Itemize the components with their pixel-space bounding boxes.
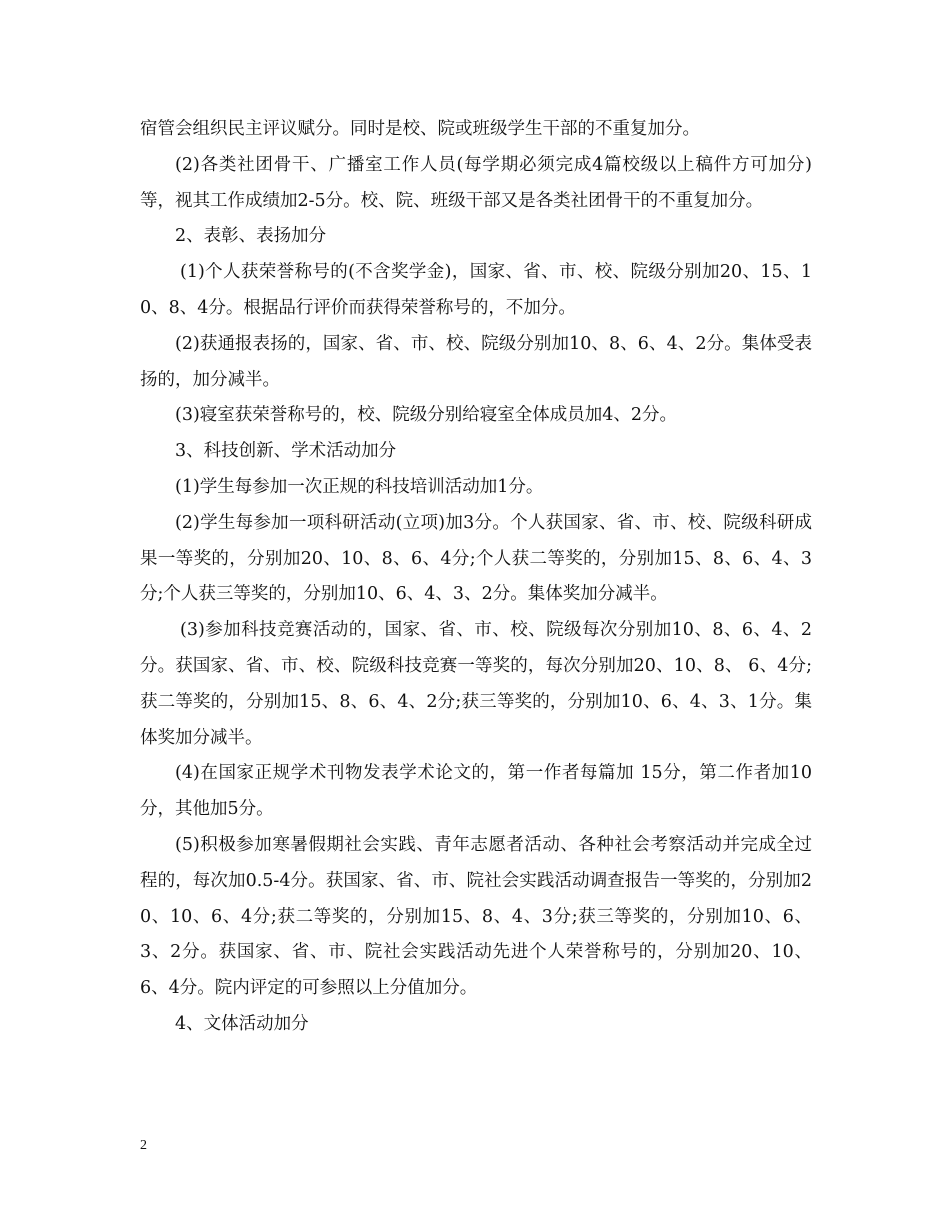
paragraph: (5)积极参加寒暑假期社会实践、青年志愿者活动、各种社会考察活动并完成全过程的，每次加0.5-4分。获国家、省、市、院社会实践活动调查报告一等奖的，分别加20、10、6、4分;获二等奖的，分别加15、8、4、3分;获三等奖的，分别加10、6、3、2分。获国家、省、市、院社会实践活动先进个人荣誉称号的，分别加20、10、6、4分。院内评定的可参照以上分值加分。 (140, 834, 812, 999)
paragraph: (2)获通报表扬的，国家、省、市、校、院级分别加10、8、6、4、2分。集体受表扬的，加分减半。 (140, 333, 812, 390)
paragraph: (3)寝室获荣誉称号的，校、院级分别给寝室全体成员加4、2分。 (175, 405, 678, 426)
paragraph: (1)学生每参加一次正规的科技培训活动加1分。 (175, 476, 544, 497)
paragraph: (2)各类社团骨干、广播室工作人员(每学期必须完成4篇校级以上稿件方可加分)等，视其工作成绩加2-5分。校、院、班级干部又是各类社团骨干的不重复加分。 (140, 154, 812, 211)
paragraph: (2)学生每参加一项科研活动(立项)加3分。个人获国家、省、市、校、院级科研成果一等奖的，分别加20、10、8、6、4分;个人获二等奖的，分别加15、8、6、4、3分;个人获三等奖的，分别加10、6、4、3、2分。集体奖加分减半。 (140, 512, 812, 605)
document-body (140, 112, 812, 1043)
section-heading: 2、表彰、表扬加分 (175, 226, 327, 247)
page-number: 2 (140, 1138, 147, 1153)
section-heading: 3、科技创新、学术活动加分 (175, 441, 397, 462)
paragraph: (1)个人获荣誉称号的(不含奖学金)，国家、省、市、校、院级分别加20、15、10、8、4分。根据品行评价而获得荣誉称号的，不加分。 (140, 262, 812, 318)
paragraph: (4)在国家正规学术刊物发表学术论文的，第一作者每篇加 15分，第二作者加10分，其他加5分。 (140, 763, 812, 820)
paragraph: 宿管会组织民主评议赋分。同时是校、院或班级学生干部的不重复加分。 (140, 119, 700, 139)
paragraph: (3)参加科技竞赛活动的，国家、省、市、校、院级每次分别加10、8、6、4、2分。获国家、省、市、校、院级科技竞赛一等奖的，每次分别加20、10、8、 6、4分;获二等奖的，分别加15、8、6、4、2分;获三等奖的，分别加10、6、4、3、1分。集体奖加分减半。 (140, 620, 812, 748)
section-heading: 4、文体活动加分 (175, 1013, 309, 1034)
